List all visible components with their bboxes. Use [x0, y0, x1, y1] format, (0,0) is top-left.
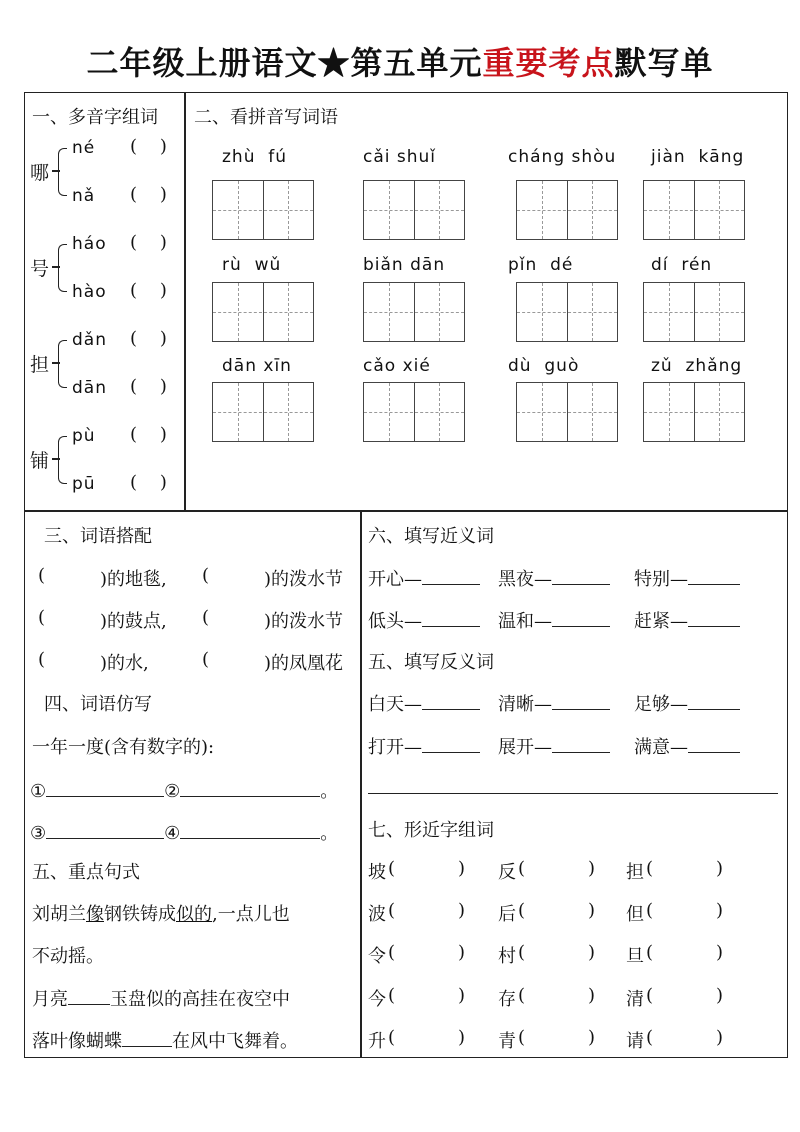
grid-guide [517, 210, 617, 211]
word-pair [368, 733, 480, 759]
answer-parens[interactable]: ( ) [130, 376, 167, 397]
s3-blank[interactable] [122, 1046, 172, 1047]
word-label: 温和— [498, 611, 552, 632]
similar-char: 升 [368, 1031, 386, 1052]
top-divider [184, 92, 186, 512]
paren-close: ) [588, 900, 596, 921]
answer-slot[interactable] [400, 858, 456, 882]
writing-grid[interactable] [643, 180, 745, 240]
sec5b-title: 五、填写反义词 [368, 652, 494, 673]
grid-guide [364, 412, 464, 413]
answer-blank[interactable] [422, 752, 480, 753]
s1-b: 像 [86, 904, 104, 925]
word-label: 低头— [368, 611, 422, 632]
word-pair [498, 733, 610, 759]
paren-open: ( [518, 942, 526, 963]
paren-close: ) [588, 985, 596, 1006]
blank-3[interactable] [46, 838, 164, 839]
s2-blank[interactable] [68, 1004, 110, 1005]
paren-open: ( [388, 985, 396, 1006]
writing-grid[interactable] [643, 282, 745, 342]
grid-guide [517, 312, 617, 313]
grid-guide [213, 412, 313, 413]
paren-close: ) [588, 942, 596, 963]
word-label: 清晰— [498, 694, 552, 715]
period: 。 [320, 823, 339, 844]
paren-open: ( [646, 1027, 654, 1048]
paren-close: ) [588, 858, 596, 879]
match-fragment: )的凤凰花 [264, 653, 344, 674]
similar-char: 坡 [368, 862, 386, 883]
similar-char: 令 [368, 946, 386, 967]
writing-grid[interactable] [212, 382, 314, 442]
match-fragment: )的水, [100, 653, 149, 674]
word-pair [498, 607, 610, 633]
similar-char: 清 [626, 989, 644, 1010]
s1-e: ,一点儿也 [212, 904, 290, 925]
answer-slot[interactable] [658, 1027, 714, 1051]
writing-grid[interactable] [516, 282, 618, 342]
mark-3: ③ [30, 823, 47, 844]
match-fragment: ( [202, 649, 210, 670]
answer-parens[interactable]: ( ) [130, 232, 167, 253]
paren-open: ( [518, 1027, 526, 1048]
paren-open: ( [518, 858, 526, 879]
paren-open: ( [646, 985, 654, 1006]
brace-tick [52, 170, 60, 172]
s3-a: 落叶像蝴蝶 [32, 1031, 122, 1052]
pinyin-label: cǎo xié [363, 356, 431, 376]
brace-tick [52, 458, 60, 460]
mark-2: ② [164, 781, 181, 802]
pinyin-label: biǎn dān [363, 255, 446, 275]
s1-c: 钢铁铸成 [104, 904, 176, 925]
similar-char: 后 [498, 904, 516, 925]
answer-blank[interactable] [688, 626, 740, 627]
paren-close: ) [458, 1027, 466, 1048]
word-label: 开心— [368, 569, 422, 590]
similar-char: 反 [498, 862, 516, 883]
answer-parens[interactable]: ( ) [130, 424, 167, 445]
title-main: 二年级上册语文★第五单元 [86, 44, 483, 82]
pinyin-label: dān xīn [222, 356, 292, 376]
imitation-line-2 [30, 819, 338, 845]
word-pair [634, 607, 740, 633]
answer-slot[interactable] [530, 985, 586, 1009]
pinyin-label: cǎi shuǐ [363, 147, 437, 167]
writing-grid[interactable] [363, 180, 465, 240]
word-label: 展开— [498, 737, 552, 758]
answer-slot[interactable] [530, 1027, 586, 1051]
match-fragment: )的地毯, [100, 569, 167, 590]
match-fragment: )的泼水节 [264, 611, 344, 632]
match-fragment: ( [202, 607, 210, 628]
similar-char: 旦 [626, 946, 644, 967]
paren-open: ( [518, 900, 526, 921]
paren-open: ( [646, 858, 654, 879]
writing-grid[interactable] [212, 282, 314, 342]
pinyin-label: cháng shòu [508, 147, 617, 167]
writing-grid[interactable] [516, 382, 618, 442]
answer-slot[interactable] [658, 858, 714, 882]
pinyin-label: dù guò [508, 356, 580, 376]
reading: háo [72, 234, 107, 254]
pinyin-label: rù wǔ [222, 255, 282, 275]
answer-blank[interactable] [552, 626, 610, 627]
s2-b: 玉盘似的高挂在夜空中 [110, 989, 290, 1010]
answer-slot[interactable] [658, 900, 714, 924]
answer-blank[interactable] [688, 752, 740, 753]
sec3-title: 三、词语搭配 [44, 526, 152, 547]
word-label: 打开— [368, 737, 422, 758]
grid-guide [644, 312, 744, 313]
answer-slot[interactable] [530, 858, 586, 882]
reading: né [72, 138, 96, 158]
answer-parens[interactable]: ( ) [130, 184, 167, 205]
similar-char: 存 [498, 989, 516, 1010]
match-fragment: ( [202, 565, 210, 586]
brace-tick [52, 362, 60, 364]
mark-1: ① [30, 781, 47, 802]
brace [58, 148, 67, 196]
word-label: 满意— [634, 737, 688, 758]
paren-open: ( [646, 900, 654, 921]
answer-parens[interactable]: ( ) [130, 328, 167, 349]
paren-close: ) [588, 1027, 596, 1048]
title-highlight: 重要考点 [482, 44, 615, 82]
writing-grid[interactable] [212, 180, 314, 240]
similar-char: 担 [626, 862, 644, 883]
paren-close: ) [716, 985, 724, 1006]
polyphone-char: 号 [30, 258, 50, 280]
grid-guide [644, 210, 744, 211]
similar-char: 请 [626, 1031, 644, 1052]
answer-blank[interactable] [422, 584, 480, 585]
blank-1[interactable] [46, 796, 164, 797]
match-fragment: ( [38, 607, 46, 628]
answer-slot[interactable] [400, 985, 456, 1009]
answer-slot[interactable] [658, 985, 714, 1009]
writing-grid[interactable] [363, 282, 465, 342]
s1-a: 刘胡兰 [32, 904, 86, 925]
long-answer-line[interactable] [368, 793, 778, 794]
polyphone-char: 铺 [30, 450, 50, 472]
answer-parens[interactable]: ( ) [130, 136, 167, 157]
word-label: 赶紧— [634, 611, 688, 632]
paren-close: ) [716, 858, 724, 879]
answer-blank[interactable] [688, 584, 740, 585]
blank-2[interactable] [180, 796, 320, 797]
brace-tick [52, 266, 60, 268]
brace [58, 244, 67, 292]
paren-close: ) [458, 942, 466, 963]
sentence-2 [32, 985, 290, 1011]
sec5a-title: 五、重点句式 [32, 862, 140, 883]
pinyin-label: pǐn dé [508, 255, 574, 275]
grid-guide [213, 312, 313, 313]
grid-guide [213, 210, 313, 211]
word-pair [368, 565, 480, 591]
word-pair [634, 565, 740, 591]
answer-parens[interactable]: ( ) [130, 472, 167, 493]
match-fragment: )的鼓点, [100, 611, 167, 632]
paren-open: ( [518, 985, 526, 1006]
pinyin-label: jiàn kāng [651, 147, 745, 167]
answer-blank[interactable] [552, 709, 610, 710]
sec2-title: 二、看拼音写词语 [194, 107, 338, 128]
similar-char: 今 [368, 989, 386, 1010]
polyphone-char: 哪 [30, 162, 50, 184]
reading: nǎ [72, 186, 96, 206]
answer-blank[interactable] [422, 709, 480, 710]
word-pair [368, 690, 480, 716]
sentence-1-cont: 不动摇。 [32, 946, 104, 967]
match-fragment: ( [38, 649, 46, 670]
mark-4: ④ [164, 823, 181, 844]
grid-guide [364, 312, 464, 313]
period: 。 [320, 781, 339, 802]
paren-close: ) [458, 858, 466, 879]
title-tail: 默写单 [614, 44, 714, 82]
sec6-title: 六、填写近义词 [368, 526, 494, 547]
word-pair [498, 565, 610, 591]
match-fragment: )的泼水节 [264, 569, 344, 590]
word-pair [498, 690, 610, 716]
grid-guide [364, 210, 464, 211]
reading: pù [72, 426, 96, 446]
answer-slot[interactable] [400, 942, 456, 966]
paren-close: ) [716, 900, 724, 921]
sec1-title: 一、多音字组词 [32, 107, 158, 128]
answer-slot[interactable] [400, 900, 456, 924]
grid-guide [644, 412, 744, 413]
sec4-title: 四、词语仿写 [44, 694, 152, 715]
sentence-1 [32, 900, 290, 926]
similar-char: 波 [368, 904, 386, 925]
answer-slot[interactable] [658, 942, 714, 966]
bottom-divider [360, 510, 362, 1058]
similar-char: 但 [626, 904, 644, 925]
answer-slot[interactable] [400, 1027, 456, 1051]
answer-parens[interactable]: ( ) [130, 280, 167, 301]
reading: dān [72, 378, 107, 398]
sentence-3 [32, 1027, 298, 1053]
reading: pū [72, 474, 96, 494]
word-label: 特别— [634, 569, 688, 590]
brace [58, 340, 67, 388]
brace [58, 436, 67, 484]
answer-blank[interactable] [688, 709, 740, 710]
answer-blank[interactable] [552, 752, 610, 753]
paren-open: ( [646, 942, 654, 963]
word-label: 白天— [368, 694, 422, 715]
word-pair [634, 690, 740, 716]
s1-d: 似的 [176, 904, 212, 925]
reading: hào [72, 282, 107, 302]
answer-blank[interactable] [422, 626, 480, 627]
pinyin-label: zhù fú [222, 147, 288, 167]
similar-char: 青 [498, 1031, 516, 1052]
paren-close: ) [458, 900, 466, 921]
writing-grid[interactable] [516, 180, 618, 240]
s2-a: 月亮 [32, 989, 68, 1010]
paren-close: ) [458, 985, 466, 1006]
word-label: 黑夜— [498, 569, 552, 590]
grid-guide [517, 412, 617, 413]
paren-close: ) [716, 942, 724, 963]
reading: dǎn [72, 330, 107, 350]
answer-blank[interactable] [552, 584, 610, 585]
sec7-title: 七、形近字组词 [368, 820, 494, 841]
page-title [0, 38, 800, 84]
word-pair [634, 733, 740, 759]
writing-grid[interactable] [363, 382, 465, 442]
paren-open: ( [388, 1027, 396, 1048]
paren-open: ( [388, 942, 396, 963]
answer-slot[interactable] [530, 900, 586, 924]
pinyin-label: dí rén [651, 255, 713, 275]
s3-b: 在风中飞舞着。 [172, 1031, 298, 1052]
pinyin-label: zǔ zhǎng [651, 356, 743, 376]
paren-close: ) [716, 1027, 724, 1048]
writing-grid[interactable] [643, 382, 745, 442]
imitation-line-1 [30, 777, 338, 803]
match-fragment: ( [38, 565, 46, 586]
paren-open: ( [388, 858, 396, 879]
sec4-prompt: 一年一度(含有数字的): [32, 737, 215, 758]
similar-char: 村 [498, 946, 516, 967]
blank-4[interactable] [180, 838, 320, 839]
word-pair [368, 607, 480, 633]
polyphone-char: 担 [30, 354, 50, 376]
paren-open: ( [388, 900, 396, 921]
answer-slot[interactable] [530, 942, 586, 966]
word-label: 足够— [634, 694, 688, 715]
